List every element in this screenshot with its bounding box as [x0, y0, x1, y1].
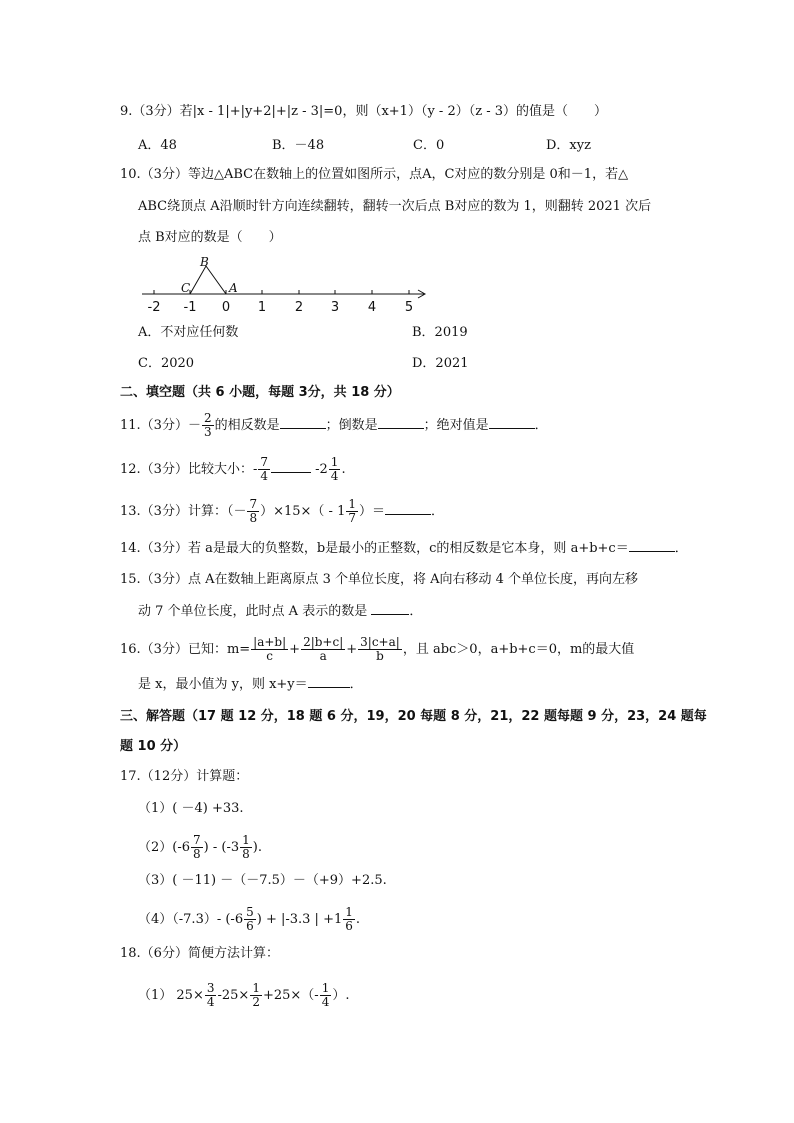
q17-part1: （1）( －4) +33. [138, 801, 244, 816]
q10-option-d: D．2021 [412, 356, 469, 371]
q16-line2: 是 x，最小值为 y，则 x+y＝ ． [138, 677, 363, 692]
q11: 11.（3分）－ $\frac{2}{3}$ 的相反数是 ；倒数是 ；绝对值是 ． [120, 411, 548, 439]
q15-line2: 动 7 个单位长度，此时点 A 表示的数是 ． [138, 604, 423, 619]
q17-part4: （4）（-7.3）- (-6 $\frac{5}{6}$ ) + |-3.3 | +1 $\frac{1}{6}$ . [138, 905, 361, 933]
q9-stem: 9.（3分）若|x - 1|+|y+2|+|z - 3|=0，则（x+1）（y - 2）（z - 3）的值是（ ） [120, 104, 607, 119]
q14: 14.（3分）若 a是最大的负整数，b是最小的正整数，c的相反数是它本身，则 a+b+c＝ ． [120, 541, 688, 556]
q13: 13.（3分）计算：（－ $\frac{7}{8}$ ）×15×（ - 1 $\frac{1}{7}$ ）＝ ． [120, 497, 445, 525]
q15-line1: 15.（3分）点 A在数轴上距离原点 3 个单位长度，将 A向右移动 4 个单位长度，再向左移 [120, 572, 639, 587]
q17-part2: （2）(-6 $\frac{7}{8}$ ) - (-3 $\frac{1}{8}$ ). [138, 833, 262, 861]
number-line-figure [138, 254, 438, 318]
q17-title: 17.（12分）计算题： [120, 769, 249, 784]
q10-option-c: C．2020 [138, 356, 195, 371]
q10-option-b: B．2019 [412, 325, 468, 340]
q16-line1: 16.（3分）已知：m= $\frac{|a+b|}{c}$ + $\frac{2|b+c|}{a}$ + $\frac{3|c+a|}{b}$ ，且 abc＞0，a+b+c＝0，m的最大值 [120, 635, 635, 663]
q10-line3: 点 B对应的数是（ ） [138, 230, 282, 245]
q10-option-a: A．不对应任何数 [138, 325, 239, 340]
point-label-b: B [200, 255, 209, 269]
q9-option-b: B．－48 [272, 138, 325, 153]
section3-heading-line2: 题 10 分） [120, 739, 187, 754]
q17-part3: （3）( －11) －（－7.5）－（+9）+2.5. [138, 873, 387, 888]
point-label-a: A [229, 281, 238, 295]
tick-label: 0 [221, 300, 231, 315]
q10-line1: 10.（3分）等边△ABC在数轴上的位置如图所示，点A，C对应的数分别是 0和－1，若△ [120, 167, 629, 182]
q18-title: 18.（6分）简便方法计算： [120, 946, 279, 961]
tick-label: 5 [404, 300, 414, 315]
tick-label: 1 [257, 300, 267, 315]
triangle-abc [190, 266, 226, 294]
fraction: $\frac{2}{3}$ [203, 411, 212, 439]
q9-option-d: D．xyz [546, 138, 591, 153]
tick-label: 3 [330, 300, 340, 315]
tick-label: 2 [294, 300, 304, 315]
q12: 12.（3分）比较大小：- $\frac{7}{4}$ -2 $\frac{1}{4}$ . [120, 455, 346, 483]
tick-label: 4 [367, 300, 377, 315]
section3-heading-line1: 三、解答题（17 题 12 分，18 题 6 分，19，20 每题 8 分，21，22 题每题 9 分，23，24 题每 [120, 709, 707, 724]
point-label-c: C [181, 281, 191, 295]
section2-heading: 二、填空题（共 6 小题，每题 3分，共 18 分） [120, 385, 400, 400]
tick-label: -1 [183, 300, 197, 315]
q10-line2: ABC绕顶点 A沿顺时针方向连续翻转，翻转一次后点 B对应的数为 1，则翻转 2021 次后 [138, 199, 652, 214]
q9-option-a: A．48 [138, 138, 177, 153]
tick-label: -2 [147, 300, 161, 315]
q18-part1: （1） 25× $\frac{3}{4}$ -25× $\frac{1}{2}$ +25×（- $\frac{1}{4}$ ）. [138, 981, 350, 1009]
q9-option-c: C．0 [413, 138, 445, 153]
